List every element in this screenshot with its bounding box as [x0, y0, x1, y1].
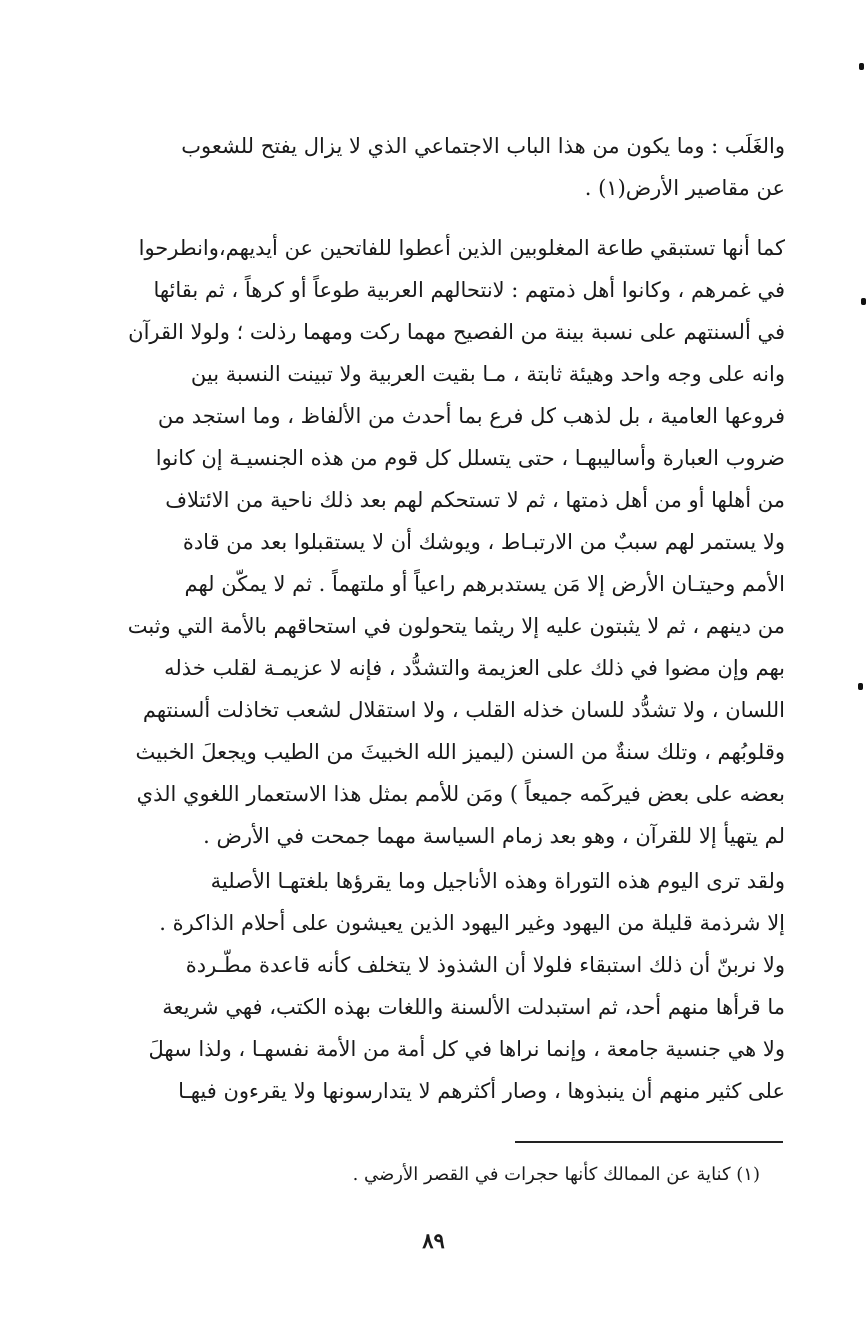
paragraph-1 — [105, 125, 785, 209]
text-line: في ألسنتهم على نسبة بينة من الفصيح مهما ركت ومهما رذلت ؛ ولولا القرآن — [128, 320, 785, 344]
text-line: ولقد ترى اليوم هذه التوراة وهذه الأناجيل وما يقرؤها بلغتهـا الأصلية — [210, 869, 785, 893]
footnote-divider — [515, 1141, 783, 1143]
text-line: وقلوبُهم ، وتلك سنةٌ من السنن (ليميز الله الخبيثَ من الطيب ويجعلَ الخبيث — [135, 740, 785, 764]
paragraph-3 — [105, 860, 785, 1112]
text-line: ما قرأها منهم أحد، ثم استبدلت الألسنة واللغات بهذه الكتب، فهي شريعة — [162, 995, 785, 1019]
text-line: الأمم وحيتـان الأرض إلا مَن يستدبرهم راعياً أو ملتهماً . ثم لا يمكّن لهم — [184, 572, 785, 596]
text-line: من دينهم ، ثم لا يثبتون عليه إلا ريثما يتحولون في استحاقهم بالأمة التي وثبت — [127, 614, 785, 638]
text-line: ضروب العبارة وأساليبهـا ، حتى يتسلل كل قوم من هذه الجنسيـة إن كانوا — [155, 446, 785, 470]
text-line: إلا شرذمة قليلة من اليهود وغير اليهود الذين يعيشون على أحلام الذاكرة . — [159, 911, 785, 935]
paragraph-2 — [105, 227, 785, 857]
text-line: بهم وإن مضوا في ذلك على العزيمة والتشدُّد ، فإنه لا عزيمـة لقلب خذله — [164, 656, 785, 680]
text-line: اللسان ، ولا تشدُّد للسان خذله القلب ، ولا استقلال لشعب تخاذلت ألسنتهم — [142, 698, 785, 722]
text-line: في غمرهم ، وكانوا أهل ذمتهم : لانتحالهم العربية طوعاً أو كرهاً ، ثم بقائها — [153, 278, 785, 302]
page-number: ٨٩ — [422, 1228, 445, 1253]
text-line: ولا نربنّ أن ذلك استبقاء فلولا أن الشذوذ لا يتخلف كأنه قاعدة مطّـردة — [185, 953, 785, 977]
text-line: كما أنها تستبقي طاعة المغلوبين الذين أعطوا للفاتحين عن أيديهم،وانطرحوا — [138, 236, 785, 260]
footnote: (١) كناية عن الممالك كأنها حجرات في القصر الأرضي . — [352, 1164, 760, 1185]
margin-mark — [861, 298, 866, 305]
text-line: وانه على وجه واحد وهيئة ثابتة ، مـا بقيت العربية ولا تبينت النسبة بين — [190, 362, 785, 386]
margin-mark — [858, 683, 863, 690]
text-line: من أهلها أو من أهل ذمتها ، ثم لا تستحكم لهم بعد ذلك ناحية من الائتلاف — [165, 488, 785, 512]
text-line: على كثير منهم أن ينبذوها ، وصار أكثرهم لا يتدارسونها ولا يقرءون فيهـا — [178, 1079, 785, 1103]
text-line: لم يتهيأ إلا للقرآن ، وهو بعد زمام السياسة مهما جمحت في الأرض . — [203, 824, 785, 848]
text-line: بعضه على بعض فيركَمه جميعاً ) ومَن للأمم بمثل هذا الاستعمار اللغوي الذي — [136, 782, 785, 806]
margin-mark — [859, 63, 864, 70]
text-line: عن مقاصير الأرض(١) . — [584, 176, 785, 200]
text-line: ولا يستمر لهم سببٌ من الارتبـاط ، ويوشك أن لا يستقبلوا بعد من قادة — [182, 530, 785, 554]
text-line: ولا هي جنسية جامعة ، وإنما نراها في كل أمة من الأمة نفسهـا ، ولذا سهلَ — [148, 1037, 785, 1061]
text-line: والغَلَب : وما يكون من هذا الباب الاجتماعي الذي لا يزال يفتح للشعوب — [181, 134, 785, 158]
text-line: فروعها العامية ، بل لذهب كل فرع بما أحدث من الألفاظ ، وما استجد من — [157, 404, 785, 428]
